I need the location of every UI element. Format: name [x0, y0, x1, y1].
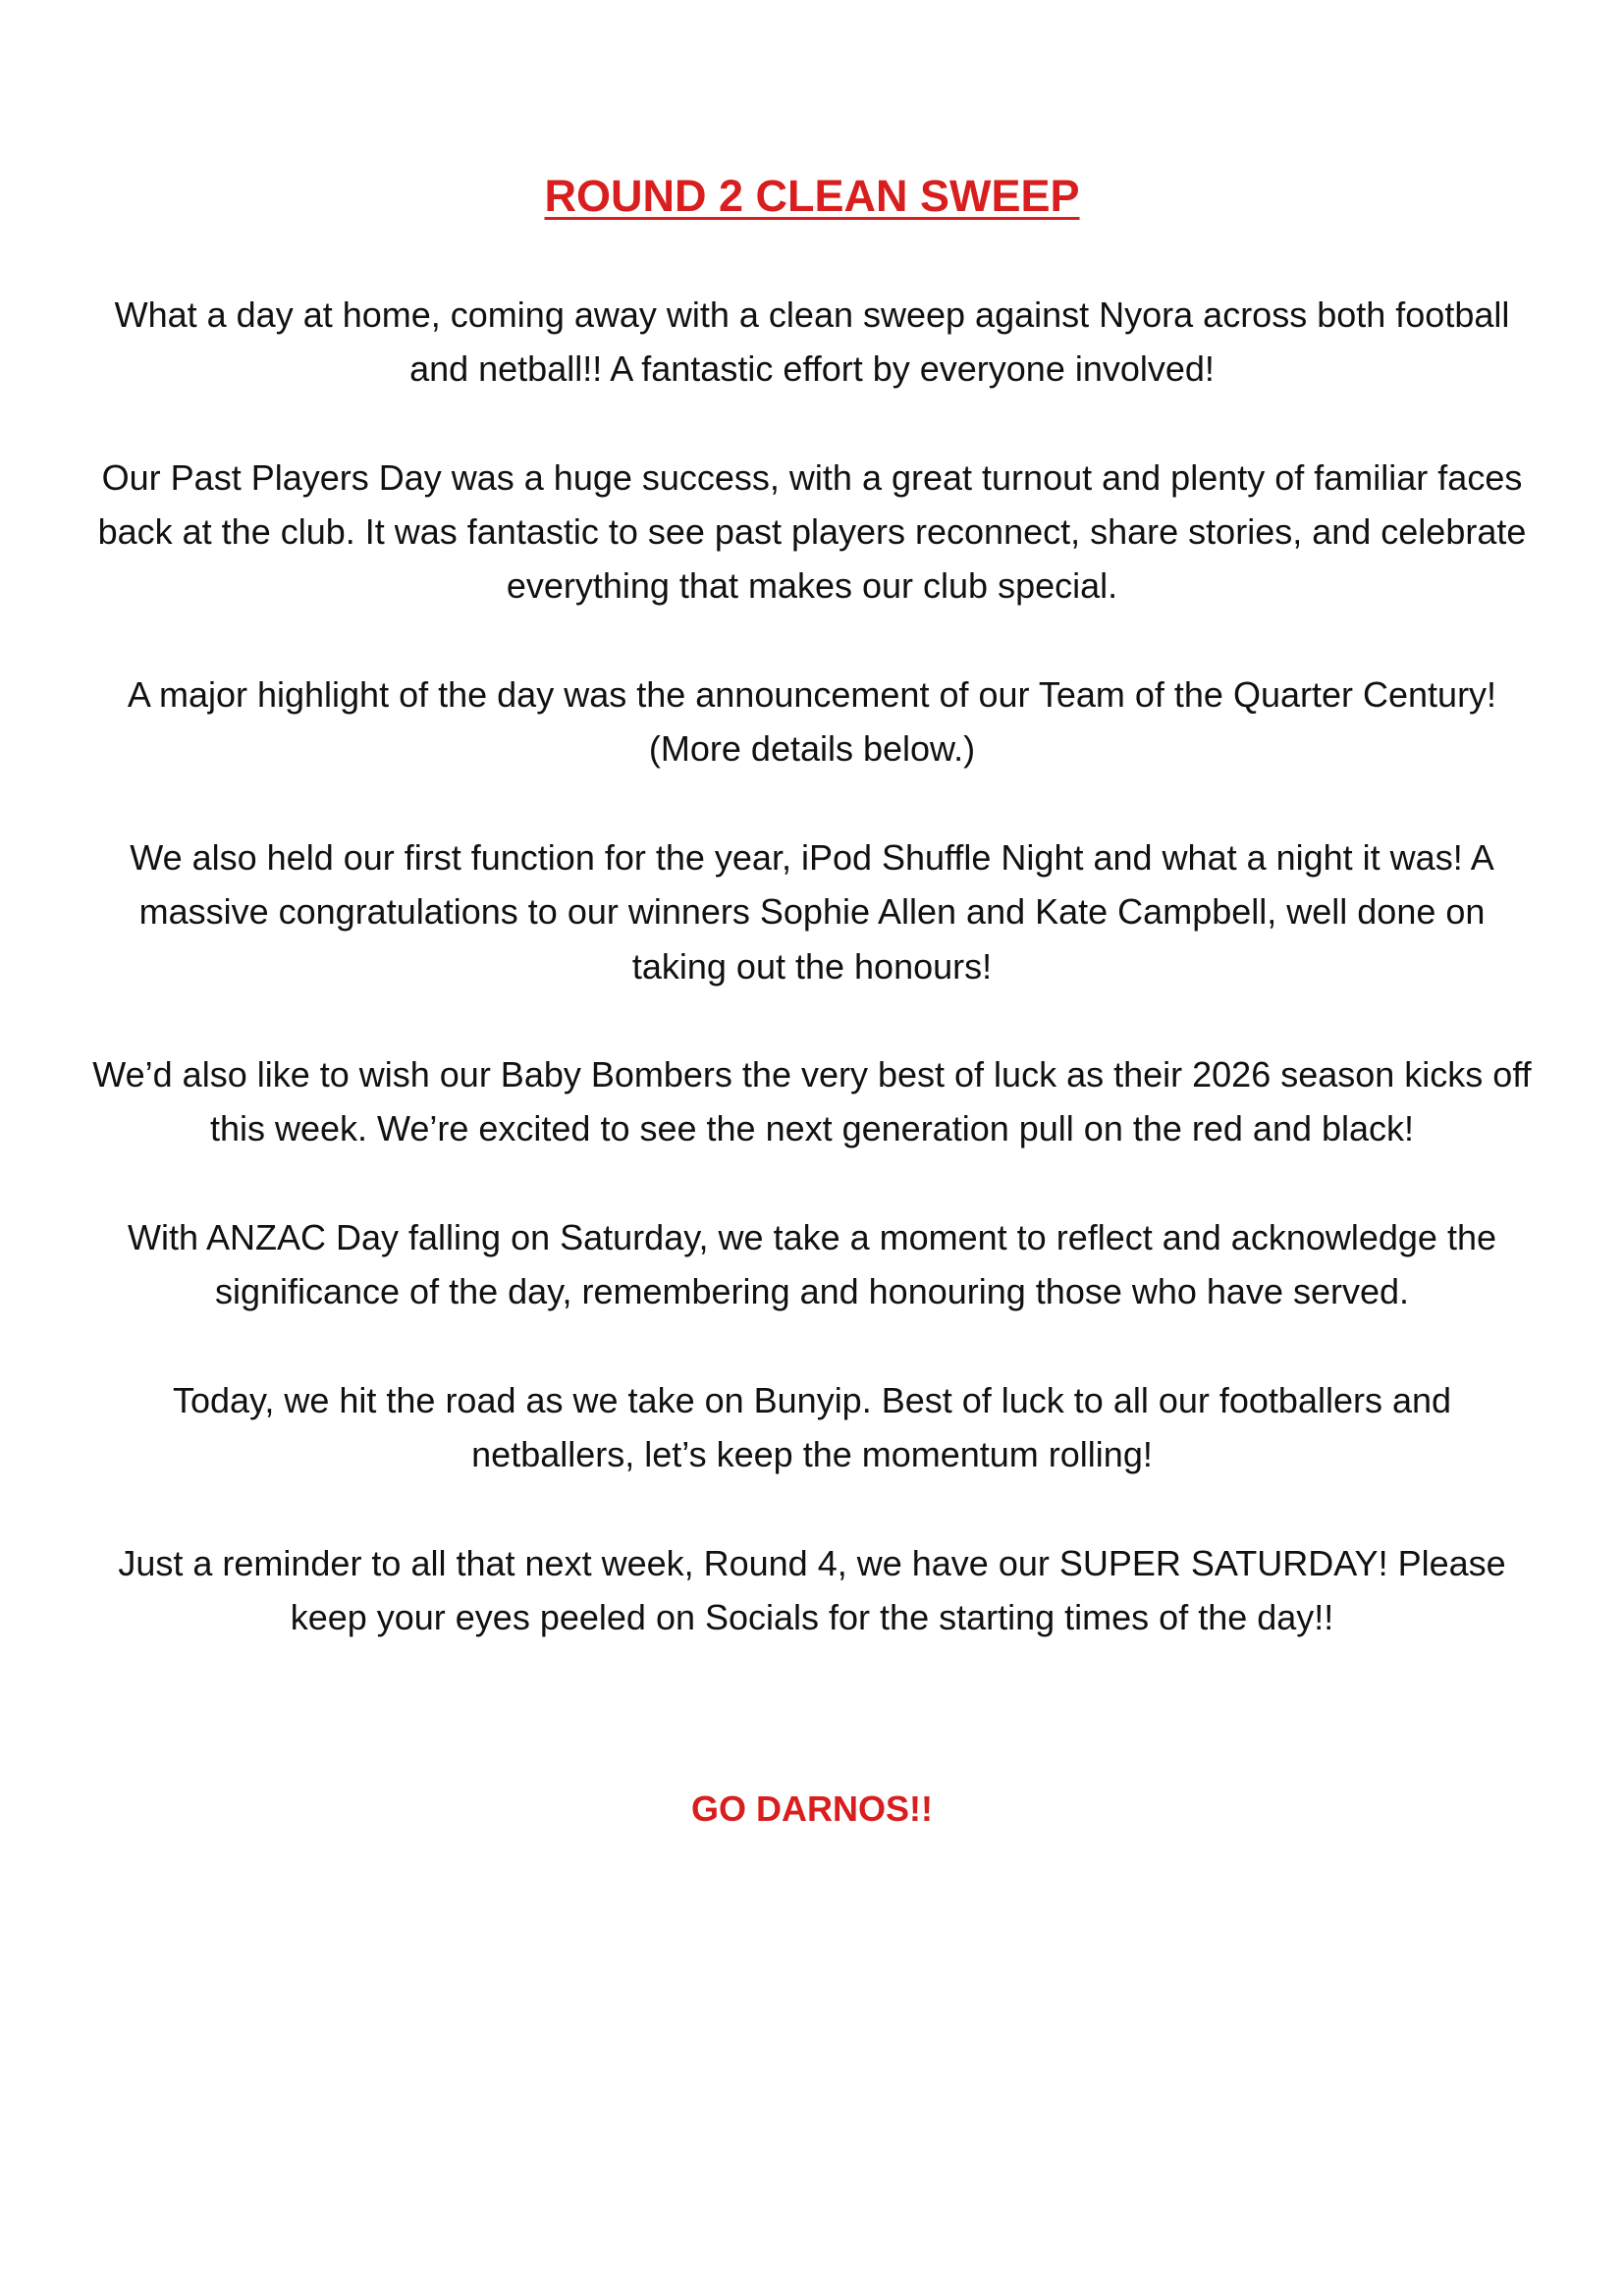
paragraph-team-of-quarter-century: A major highlight of the day was the announcement of our Team of the Quarter Century! (More details below.) [127, 674, 1497, 770]
paragraph-past-players-day: Our Past Players Day was a huge success, with a great turnout and plenty of familiar faces back at the club. It was fantastic to see past players reconnect, share stories, and celebrate everything that makes our club special. [97, 456, 1527, 607]
paragraph-clean-sweep: What a day at home, coming away with a clean sweep against Nyora across both football and netball!! A fantastic effort by everyone involved! [114, 294, 1510, 390]
closing-slogan: GO DARNOS!! [691, 1789, 933, 1829]
paragraph-baby-bombers: We’d also like to wish our Baby Bombers the very best of luck as their 2026 season kicks off this week. We’re excited to see the next generation pull on the red and black! [92, 1054, 1532, 1149]
paragraph-super-saturday: Just a reminder to all that next week, Round 4, we have our SUPER SATURDAY! Please keep your eyes peeled on Socials for the starting times of the day!! [118, 1542, 1506, 1638]
paragraph-ipod-shuffle-night: We also held our first function for the year, iPod Shuffle Night and what a night it was! A massive congratulations to our winners Sophie Allen and Kate Campbell, well done on taking out the honours! [130, 836, 1494, 987]
paragraph-anzac-day: With ANZAC Day falling on Saturday, we take a moment to reflect and acknowledge the significance of the day, remembering and honouring those who have served. [127, 1217, 1497, 1312]
document-title: ROUND 2 CLEAN SWEEP [544, 171, 1080, 221]
document-body [88, 288, 1536, 1699]
paragraph-bunyip-match: Today, we hit the road as we take on Bunyip. Best of luck to all our footballers and netballers, let’s keep the momentum rolling! [172, 1379, 1452, 1475]
